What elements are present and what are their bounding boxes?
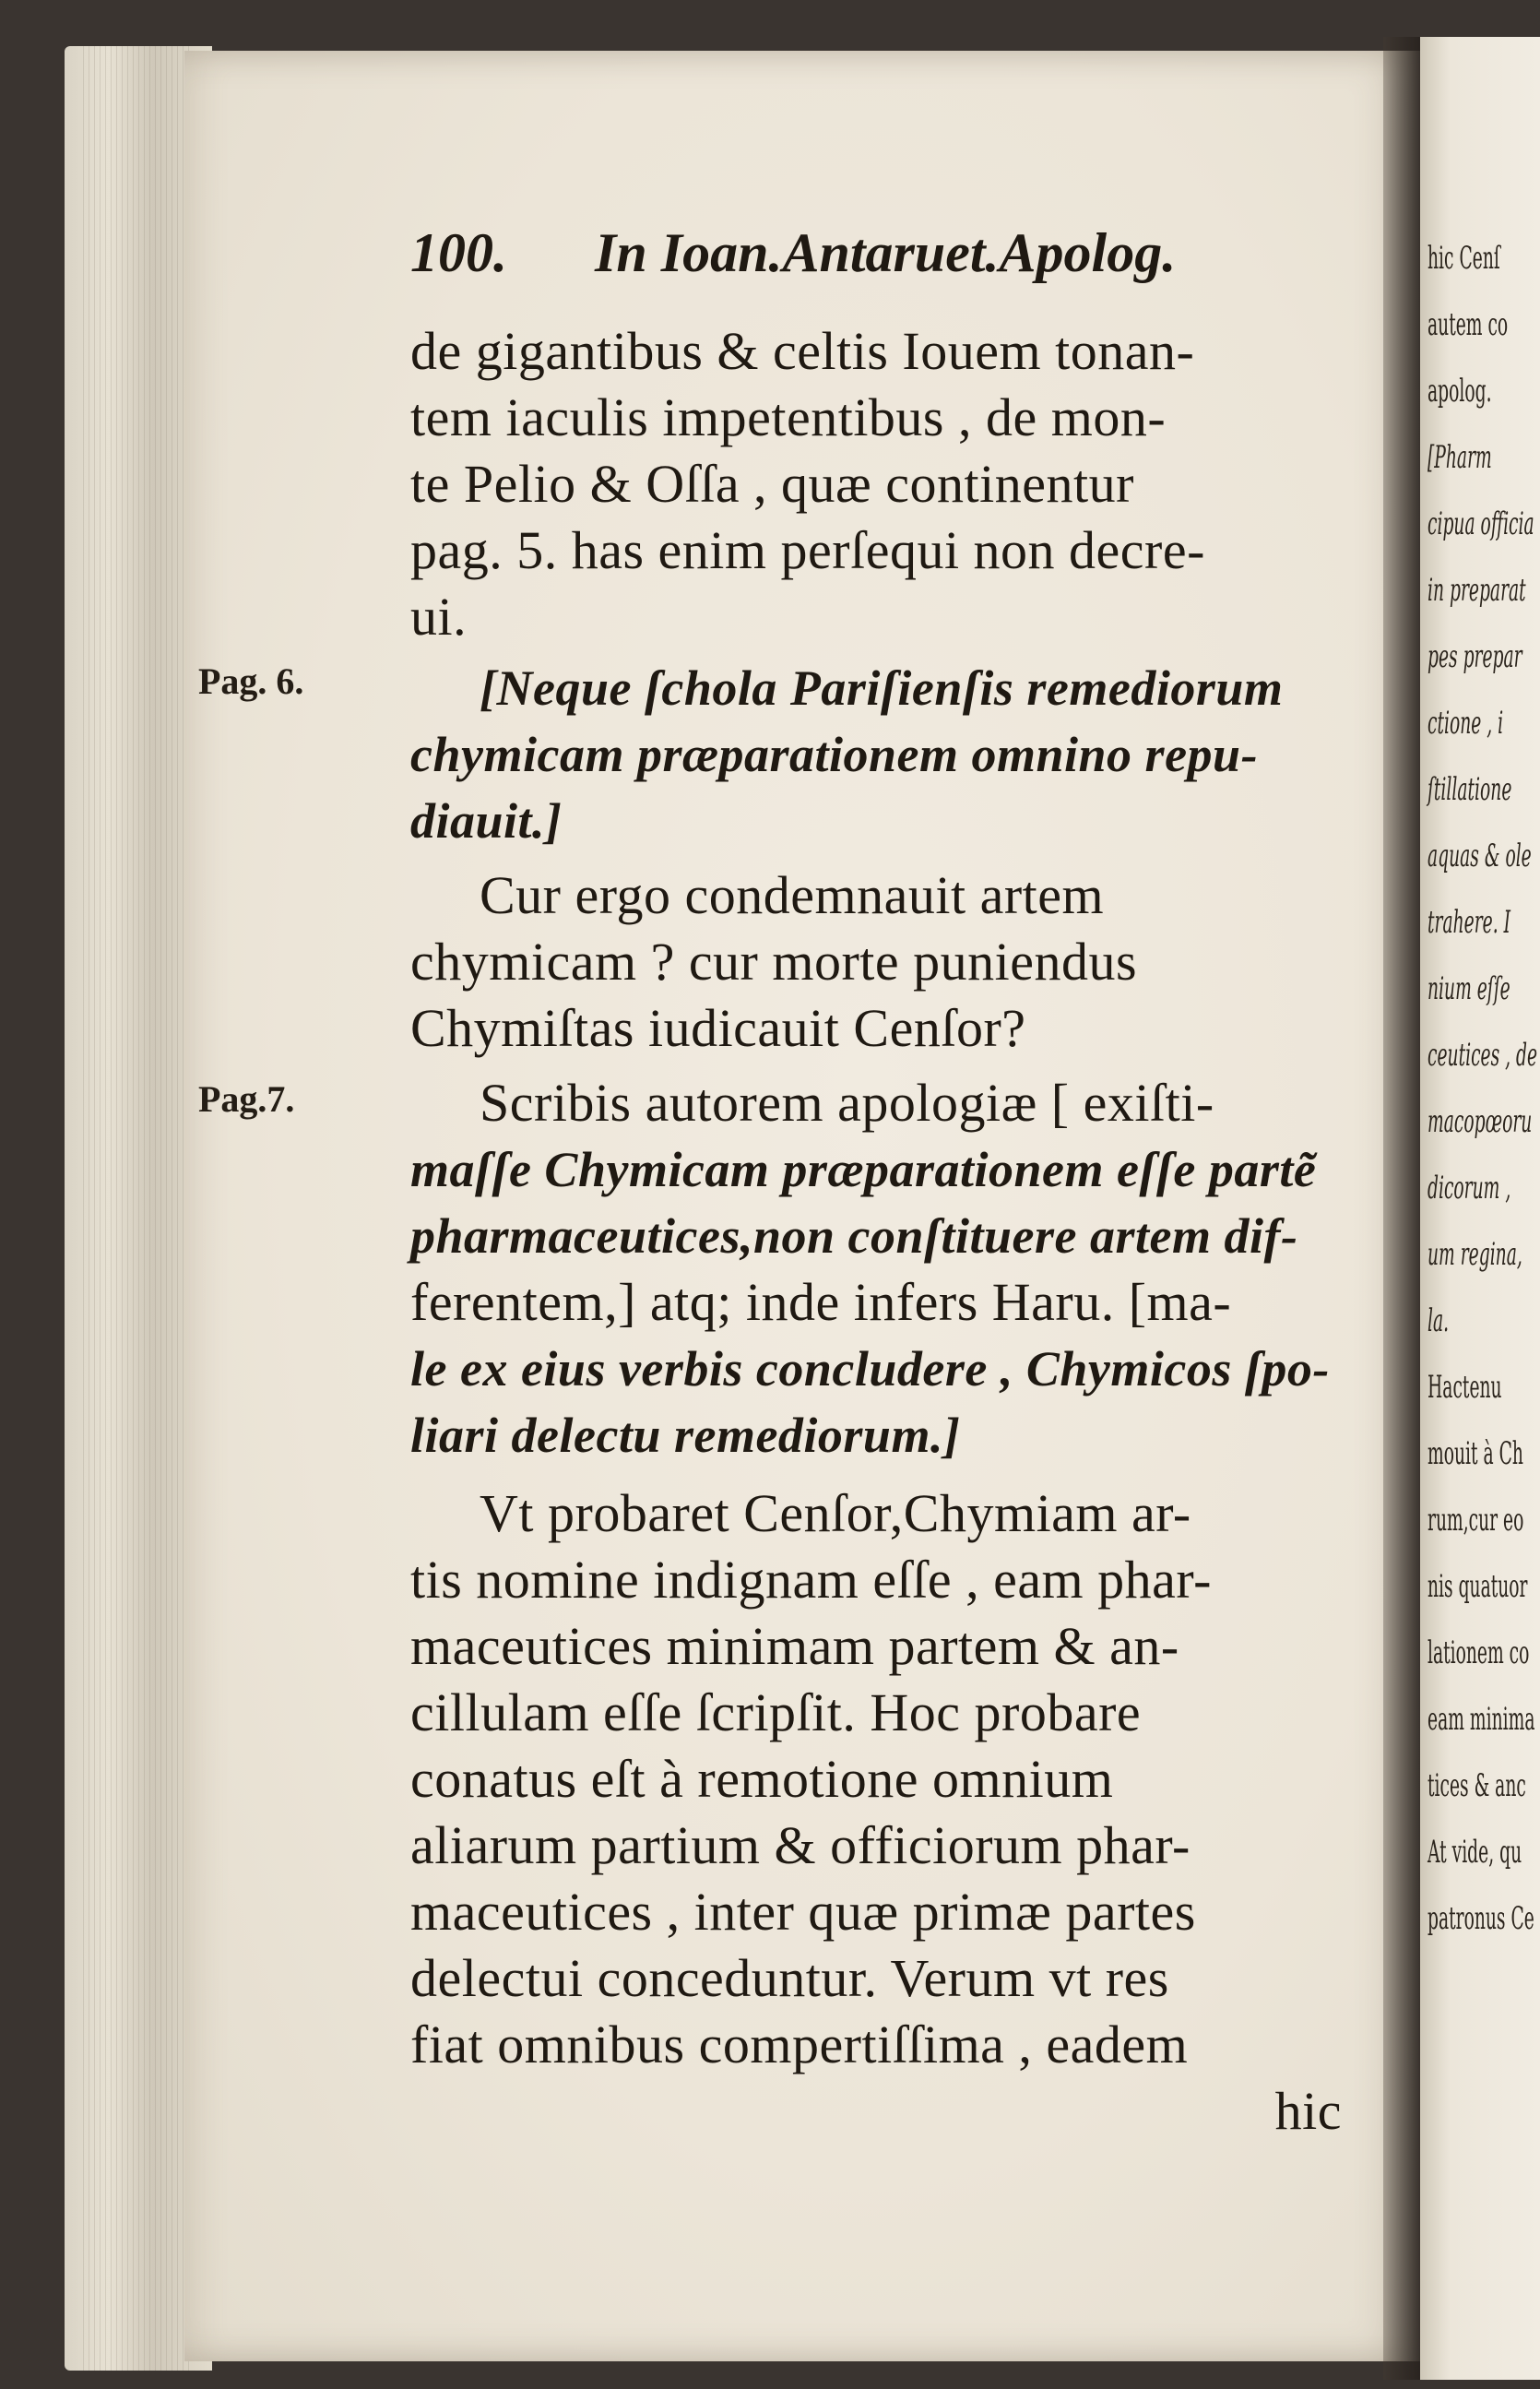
text-line: pag. 5. has enim perſequi non decre- (410, 520, 1205, 580)
right-page-text-fragment: ctione , i (1427, 705, 1504, 742)
right-page-text-fragment: rum,cur eo (1427, 1502, 1524, 1539)
text-line: maceutices minimam partem & an- (410, 1616, 1179, 1676)
text-line: Vt probaret Cenſor,Chymiam ar- (480, 1483, 1191, 1543)
right-page-text-fragment: At vide, qu (1427, 1834, 1522, 1871)
text-line: tem iaculis impetentibus , de mon- (410, 387, 1167, 447)
right-page-text-fragment: Hactenu (1427, 1369, 1502, 1406)
right-page-text-fragment: lationem co (1427, 1634, 1530, 1671)
right-page-text-fragment: tices & anc (1427, 1767, 1526, 1804)
text-line: Chymiſtas iudicauit Cenſor? (410, 998, 1026, 1058)
right-page-text-fragment: dicorum , (1427, 1170, 1511, 1206)
text-line: [Neque ſchola Pariſienſis remediorum (480, 660, 1284, 716)
running-header (410, 221, 1176, 285)
text-line: ferentem,] atq; inde infers Haru. [ma- (410, 1272, 1232, 1332)
right-page-text-fragment: cipua officia (1427, 505, 1534, 542)
margin-note-pag-7: Pag.7. (198, 1078, 295, 1120)
text-line: le ex eius verbis concludere , Chymicos ſpo- (410, 1341, 1330, 1397)
text-line: Scribis autorem apologiæ [ exiſti- (480, 1073, 1214, 1133)
right-page-text-fragment: ſtillatione (1427, 771, 1512, 808)
text-line: Cur ergo condemnauit artem (480, 865, 1105, 925)
right-page-text-fragment: in preparat (1427, 572, 1526, 609)
right-page-text-fragment: pes prepar (1427, 638, 1522, 675)
right-page-text-fragment: aquas & ole (1427, 838, 1532, 874)
right-page-text-fragment: um regina, (1427, 1236, 1522, 1273)
text-line: tis nomine indignam eſſe , eam phar- (410, 1550, 1212, 1610)
text-line: chymicam ? cur morte puniendus (410, 932, 1138, 992)
right-page-text-fragment: mouit à Ch (1427, 1435, 1523, 1472)
text-line: liari delectu remediorum.] (410, 1408, 961, 1463)
page-number: 100. (410, 222, 507, 283)
right-page-text-fragment: hic Cenſ (1427, 240, 1500, 277)
text-line: maſſe Chymicam præparationem eſſe partẽ (410, 1142, 1317, 1197)
text-line: aliarum partium & officiorum phar- (410, 1815, 1191, 1875)
text-line: fiat omnibus compertiſſima , eadem (410, 2015, 1189, 2074)
text-line: te Pelio & Oſſa , quæ continentur (410, 454, 1134, 514)
text-line: maceutices , inter quæ primæ partes (410, 1882, 1196, 1942)
right-page-text-fragment: trahere. I (1427, 904, 1510, 941)
right-page-text-fragment: nis quatuor (1427, 1568, 1528, 1605)
running-title: In Ioan.Antaruet.Apolog. (595, 222, 1177, 283)
right-page-text-fragment: nium eſſe (1427, 970, 1510, 1007)
right-page-text-fragment: la. (1427, 1302, 1450, 1339)
text-line: chymicam præparationem omnino repu- (410, 727, 1259, 782)
text-line: ui. (410, 587, 468, 647)
right-page-text-fragment: ceutices , de (1427, 1037, 1538, 1074)
right-page-text-fragment: macopœoru (1427, 1103, 1533, 1140)
text-line: diauit.] (410, 793, 563, 849)
catchword: hic (1274, 2081, 1342, 2141)
text-line: cillulam eſſe ſcripſit. Hoc probare (410, 1682, 1142, 1742)
right-page-text-fragment: [Pharm (1427, 439, 1492, 476)
right-page-text-fragment: apolog. (1427, 373, 1492, 410)
right-page-fragment (1420, 37, 1540, 2380)
text-line: delectui conceduntur. Verum vt res (410, 1948, 1169, 2008)
right-page-text-fragment: patronus Ce (1427, 1900, 1534, 1937)
right-page-text-fragment: autem co (1427, 306, 1509, 343)
text-line: conatus eſt à remotione omnium (410, 1749, 1114, 1809)
book-gutter (1383, 37, 1420, 2380)
text-line: pharmaceutices,non conſtituere artem dif- (410, 1208, 1298, 1264)
margin-note-pag-6: Pag. 6. (198, 660, 304, 702)
right-page-text-fragment: eam minima (1427, 1701, 1535, 1738)
text-line: de gigantibus & celtis Iouem tonan- (410, 321, 1195, 381)
